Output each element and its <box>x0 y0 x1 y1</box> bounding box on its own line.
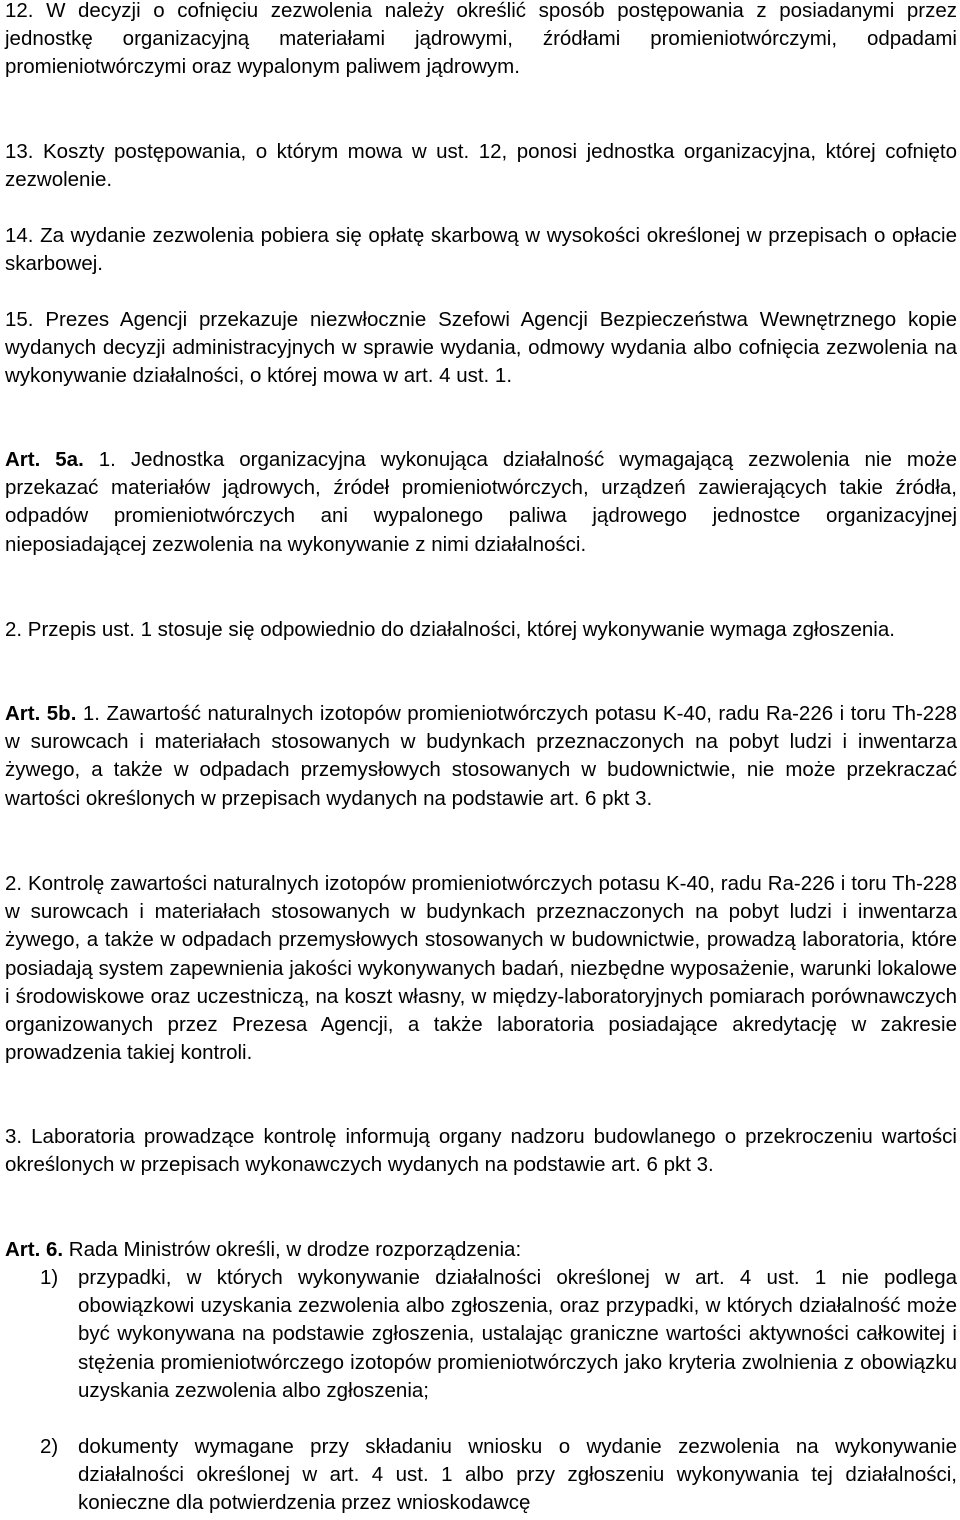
list-item <box>40 1264 957 1405</box>
article-6-heading: Art. 6. <box>5 1238 64 1261</box>
article-5a-para-2: 2. Przepis ust. 1 stosuje się odpowiednio do działalności, której wykonywanie wymaga zgłoszenia. <box>5 618 895 641</box>
list-item <box>40 1433 957 1518</box>
paragraph-12: 12. W decyzji o cofnięciu zezwolenia należy określić sposób postępowania z posiadanymi przez jednostkę organizacyjną materiałami jądrowymi, źródłami promieniotwórczymi, odpadami promieniotwórczymi oraz wypalonym paliwem jądrowym. <box>5 0 957 79</box>
article-5b-para-1-text: 1. Zawartość naturalnych izotopów promieniotwórczych potasu K-40, radu Ra-226 i toru Th-228 w surowcach i materiałach stosowanych w budynkach przeznaczonych na pobyt ludzi i inwentarza żywego, a także w odpadach przemysłowych stosowanych w budownictwie, nie może przekraczać wartości określonych w przepisach wydanych na podstawie art. 6 pkt 3. <box>5 702 958 810</box>
article-5b-para-1 <box>5 700 957 813</box>
article-5a-para-1 <box>5 446 957 559</box>
list-item-text: dokumenty wymagane przy składaniu wniosku o wydanie zezwolenia na wykonywanie działalności określonej w art. 4 ust. 1 albo przy zgłoszeniu wykonywania tej działalności, konieczne dla potwierdzenia przez wnioskodawcę <box>78 1435 957 1515</box>
article-5b-para-2: 2. Kontrolę zawartości naturalnych izotopów promieniotwórczych potasu K-40, radu Ra-226 i toru Th-228 w surowcach i materiałach stosowanych w budynkach przeznaczonych na pobyt ludzi i inwentarza żywego, a także w odpadach przemysłowych stosowanych w budownictwie, prowadzą laboratoria, które posiadają system zapewnienia jakości wykonywanych badań, niezbędne wyposażenie, warunki lokalowe i środowiskowe oraz uczestniczą, na koszt własny, w między-laboratoryjnych pomiarach porównawczych organizowanych przez Prezesa Agencji, a także laboratoria posiadające akredytację w zakresie prowadzenia takiej kontroli. <box>5 872 957 1065</box>
article-5a-heading: Art. 5a. <box>5 448 84 471</box>
article-5b-heading: Art. 5b. <box>5 702 77 725</box>
list-item-number: 2) <box>40 1435 59 1458</box>
article-5b-para-3: 3. Laboratoria prowadzące kontrolę informują organy nadzoru budowlanego o przekroczeniu wartości określonych w przepisach wykonawczych wydanych na podstawie art. 6 pkt 3. <box>5 1125 957 1177</box>
article-6-intro <box>5 1236 957 1264</box>
article-6-intro-text: Rada Ministrów określi, w drodze rozporządzenia: <box>63 1238 522 1261</box>
paragraph-15: 15. Prezes Agencji przekazuje niezwłocznie Szefowi Agencji Bezpieczeństwa Wewnętrznego kopie wydanych decyzji administracyjnych w sprawie wydania, odmowy wydania albo cofnięcia zezwolenia na wykonywanie działalności, o której mowa w art. 4 ust. 1. <box>5 308 957 388</box>
list-item-number: 1) <box>40 1266 59 1289</box>
list-item-text: przypadki, w których wykonywanie działalności określonej w art. 4 ust. 1 nie podlega obowiązkowi uzyskania zezwolenia albo zgłoszenia, oraz przypadki, w których działalność może być wykonywana na podstawie zgłoszenia, ustalając graniczne wartości aktywności całkowitej i stężenia promieniotwórczego izotopów promieniotwórczych jako kryteria zwolnienia z obowiązku uzyskania zezwolenia albo zgłoszenia; <box>78 1266 957 1402</box>
paragraph-14: 14. Za wydanie zezwolenia pobiera się opłatę skarbową w wysokości określonej w przepisach o opłacie skarbowej. <box>5 224 957 276</box>
paragraph-13: 13. Koszty postępowania, o którym mowa w ust. 12, ponosi jednostka organizacyjna, której cofnięto zezwolenie. <box>5 140 957 192</box>
article-5a-para-1-text: 1. Jednostka organizacyjna wykonująca działalność wymagającą zezwolenia nie może przekazać materiałów jądrowych, źródeł promieniotwórczych, urządzeń zawierających takie źródła, odpadów promieniotwórczych ani wypalonego paliwa jądrowego jednostce organizacyjnej nieposiadającej zezwolenia na wykonywanie z nimi działalności. <box>5 448 957 556</box>
